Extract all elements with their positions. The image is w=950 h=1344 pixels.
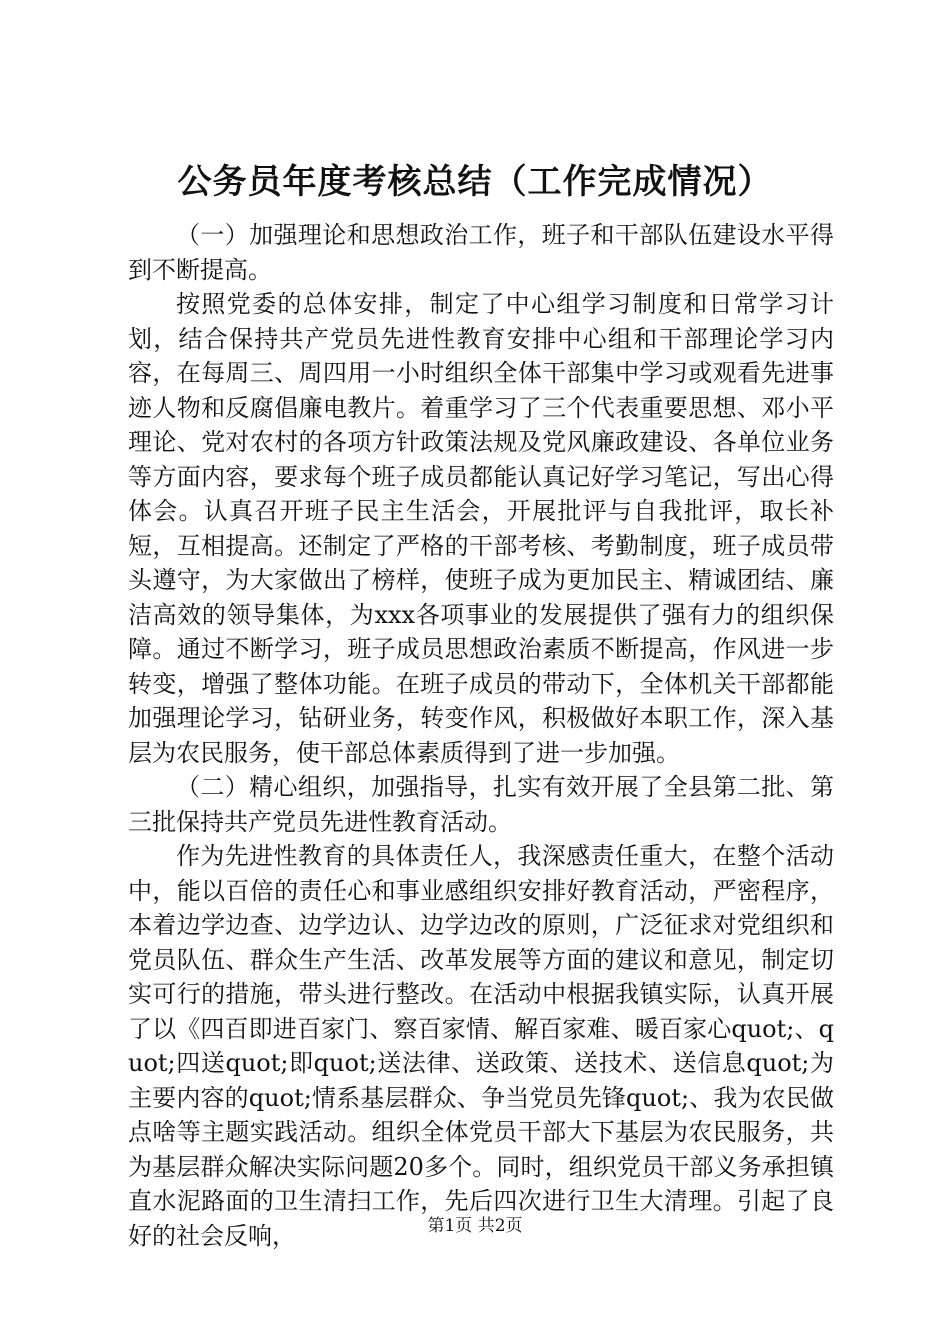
document-title: 公务员年度考核总结（工作完成情况） [177, 162, 773, 202]
paragraph-section-two-heading: （二）精心组织，加强指导，扎实有效开展了全县第二批、第三批保持共产党员先进性教育活动。 [128, 773, 834, 836]
page-number-current: 第1页 [427, 1216, 473, 1236]
document-body [128, 218, 834, 1253]
paragraph-section-two-body: 作为先进性教育的具体责任人，我深感责任重大，在整个活动中，能以百倍的责任心和事业感组织安排好教育活动，严密程序，本着边学边查、边学边认、边学边改的原则，广泛征求对党组织和党员队伍、群众生产生活、改革发展等方面的建议和意见，制定切实可行的措施，带头进行整改。在活动中根据我镇实际，认真开展了以《四百即进百家门、察百家情、解百家难、暖百家心quot;、quot;四送quot;即quot;送法律、送政策、送技术、送信息quot;为主要内容的quot;情系基层群众、争当党员先锋quot;、我为农民做点啥等主题实践活动。组织全体党员干部大下基层为农民服务，共为基层群众解决实际问题20多个。同时，组织党员干部义务承担镇直水泥路面的卫生清扫工作，先后四次进行卫生大清理。引起了良好的社会反响， [128, 842, 834, 1250]
paragraph-section-one-heading: （一）加强理论和思想政治工作，班子和干部队伍建设水平得到不断提高。 [128, 221, 834, 284]
page-number-total: 共2页 [477, 1216, 523, 1236]
paragraph-section-one-body: 按照党委的总体安排，制定了中心组学习制度和日常学习计划，结合保持共产党员先进性教育安排中心组和干部理论学习内容，在每周三、周四用一小时组织全体干部集中学习或观看先进事迹人物和反腐倡廉电教片。着重学习了三个代表重要思想、邓小平理论、党对农村的各项方针政策法规及党风廉政建设、各单位业务等方面内容，要求每个班子成员都能认真记好学习笔记，写出心得体会。认真召开班子民主生活会，开展批评与自我批评，取长补短，互相提高。还制定了严格的干部考核、考勤制度，班子成员带头遵守，为大家做出了榜样，使班子成为更加民主、精诚团结、廉洁高效的领导集体，为xxx各项事业的发展提供了强有力的组织保障。通过不断学习，班子成员思想政治素质不断提高，作风进一步转变，增强了整体功能。在班子成员的带动下，全体机关干部都能加强理论学习，钻研业务，转变作风，积极做好本职工作，深入基层为农民服务，使干部总体素质得到了进一步加强。 [128, 290, 834, 767]
page-footer [0, 1214, 950, 1238]
